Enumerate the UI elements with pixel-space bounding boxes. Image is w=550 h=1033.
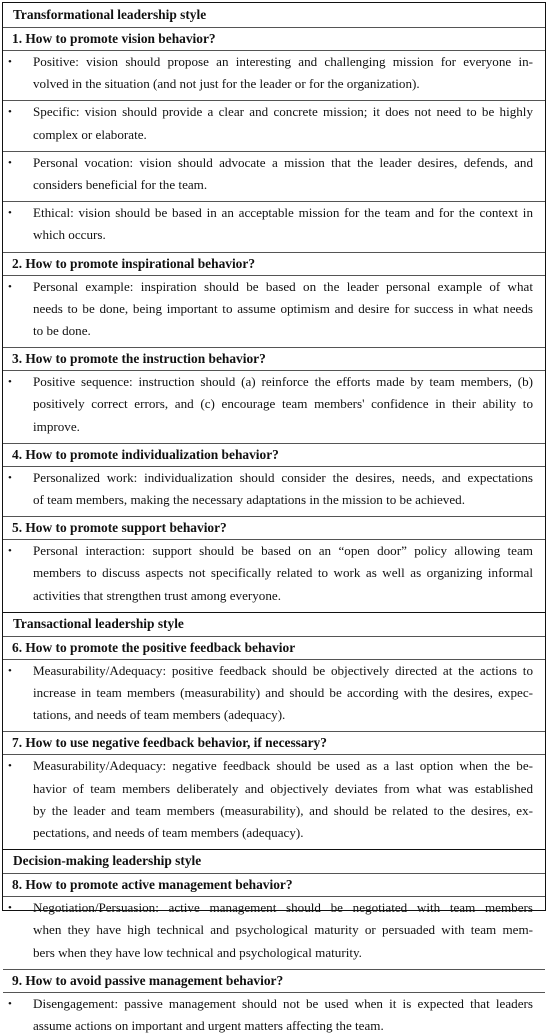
bullet-text-line: assume actions on important and urgent matters affecting the team. — [33, 1018, 384, 1033]
bullet-text-line: Personal interaction: support should be based on an “open door” policy allowing team — [33, 543, 533, 559]
bullet-text-line: volved in the situation (and not just for the leader or for the organization). — [33, 76, 420, 92]
bullet-icon: • — [8, 280, 12, 293]
row-divider — [3, 754, 545, 755]
question-heading: 6. How to promote the positive feedback behavior — [12, 639, 296, 655]
bullet-icon: • — [8, 156, 12, 169]
bullet-text-line: needs to be done, being important to assume optimism and desire for success in what needs — [33, 300, 533, 316]
bullet-text-line: Personal vocation: vision should advocate a mission that the leader desires, defends, and — [33, 154, 533, 170]
section-title: Transactional leadership style — [13, 615, 184, 631]
bullet-text-line: by the leader and team members (measurability), and should be related to the desires, ex- — [33, 802, 533, 818]
row-divider — [3, 992, 545, 993]
row-divider — [3, 466, 545, 467]
section-divider — [3, 612, 545, 613]
row-divider — [3, 252, 545, 253]
bullet-text-line: Measurability/Adequacy: positive feedback should be objectively directed at the actions to — [33, 662, 533, 678]
row-divider — [3, 443, 545, 444]
bullet-text-line: Disengagement: passive management should not be used when it is expected that leaders — [33, 995, 533, 1011]
bullet-text-line: havior of team members deliberately and objectively deviates from what was established — [33, 780, 533, 796]
bullet-icon: • — [8, 997, 12, 1010]
row-divider — [3, 873, 545, 874]
bullet-icon: • — [8, 545, 12, 558]
row-divider — [3, 731, 545, 732]
bullet-text-line: Negotiation/Persuasion: active management should be negotiated with team members — [33, 900, 533, 916]
bullet-icon: • — [8, 106, 12, 119]
bullet-text-line: which occurs. — [33, 227, 106, 243]
section-divider — [3, 849, 545, 850]
bullet-icon: • — [8, 376, 12, 389]
bullet-icon: • — [8, 902, 12, 915]
bullet-text-line: increase in team members (measurability) and should be according with the desires, expec- — [33, 685, 533, 700]
row-divider — [3, 659, 545, 660]
bullet-text-line: Personal example: inspiration should be based on the leader personal example of what — [33, 278, 533, 294]
bullet-icon: • — [8, 471, 12, 484]
bullet-text-line: to be done. — [33, 323, 91, 338]
bullet-icon: • — [8, 207, 12, 220]
row-divider — [3, 151, 545, 152]
bullet-text-line: Measurability/Adequacy: negative feedback should be used as a last option when the be- — [33, 758, 533, 774]
question-heading: 5. How to promote support behavior? — [12, 520, 227, 536]
bullet-text-line: when they have high technical and psychological maturity or persuaded with team mem- — [33, 922, 533, 938]
section-title: Decision-making leadership style — [13, 853, 202, 869]
bullet-text-line: Personalized work: individualization should consider the desires, needs, and expectations — [33, 469, 533, 485]
row-divider — [3, 275, 545, 276]
bullet-icon: • — [8, 56, 12, 68]
row-divider — [3, 896, 545, 897]
bullet-text-line: Positive: vision should propose an interesting and challenging mission for everyone in- — [33, 54, 533, 69]
bullet-text-line: bers when they have low technical and psychological maturity. — [33, 944, 362, 960]
bullet-text-line: positively correct errors, and (c) encourage team members' confidence in their ability to — [33, 396, 533, 412]
row-divider — [3, 100, 545, 101]
row-divider — [3, 347, 545, 348]
question-heading: 3. How to promote the instruction behavior? — [12, 351, 266, 367]
question-heading: 7. How to use negative feedback behavior, if necessary? — [12, 735, 327, 751]
question-heading: 1. How to promote vision behavior? — [12, 31, 216, 46]
bullet-text-line: pectations, and needs of team members (adequacy). — [33, 825, 304, 840]
bullet-text-line: tations, and needs of team members (adequacy). — [33, 707, 286, 723]
question-heading: 9. How to avoid passive management behavior? — [12, 972, 284, 988]
bullet-text-line: Ethical: vision should be based in an acceptable mission for the team and for the context in — [33, 205, 533, 221]
row-divider — [3, 27, 545, 28]
question-heading: 8. How to promote active management behavior? — [12, 877, 293, 893]
row-divider — [3, 516, 545, 517]
row-divider — [3, 636, 545, 637]
bullet-text-line: activities that strengthen trust among everyone. — [33, 587, 281, 603]
row-divider — [3, 969, 545, 970]
bullet-text-line: improve. — [33, 418, 80, 434]
section-title: Transformational leadership style — [13, 7, 207, 22]
bullet-text-line: Specific: vision should provide a clear and concrete mission; it does not need to be highly — [33, 104, 533, 120]
bullet-text-line: members to discuss aspects not specifically related to work as well as organizing informal — [33, 565, 533, 581]
bullet-icon: • — [8, 760, 12, 773]
row-divider — [3, 370, 545, 371]
row-divider — [3, 539, 545, 540]
question-heading: 4. How to promote individualization behavior? — [12, 446, 279, 462]
bullet-text-line: considers beneficial for the team. — [33, 177, 208, 192]
leadership-behavior-table — [2, 2, 546, 1033]
bullet-icon: • — [8, 664, 12, 677]
row-divider — [3, 50, 545, 51]
bullet-text-line: of team members, making the necessary adaptations in the mission to be achieved. — [33, 492, 465, 507]
question-heading: 2. How to promote inspirational behavior? — [12, 255, 256, 271]
bullet-text-line: Positive sequence: instruction should (a) reinforce the efforts made by team members, (b) — [33, 374, 533, 390]
bullet-text-line: complex or elaborate. — [33, 126, 147, 142]
row-divider — [3, 201, 545, 202]
